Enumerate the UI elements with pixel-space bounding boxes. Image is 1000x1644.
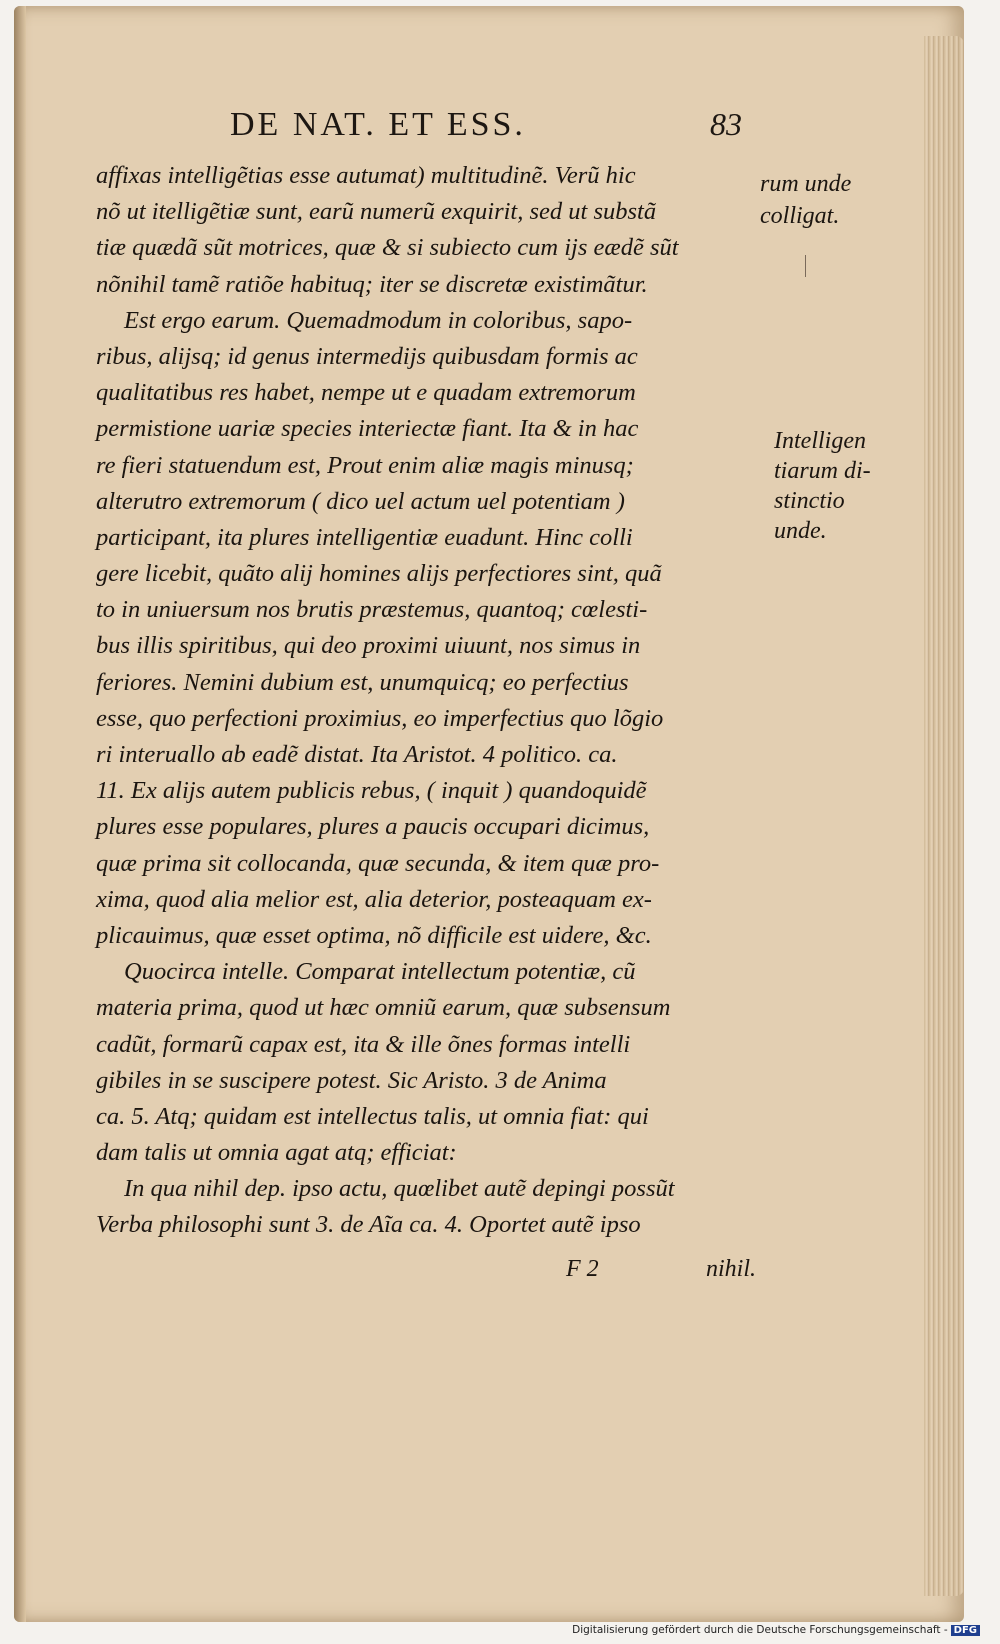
catchword: nihil. <box>706 1256 757 1282</box>
text-line: participant, ita plures intelligentiæ euadunt. Hinc colli <box>96 523 633 551</box>
text-line: to in uniuersum nos brutis præstemus, quantoq; cœlesti- <box>96 596 648 624</box>
text-line: bus illis spiritibus, qui deo proximi uiuunt, nos simus in <box>96 632 641 660</box>
text-line: 11. Ex alijs autem publicis rebus, ( inquit ) quandoquidẽ <box>96 777 647 805</box>
page-header <box>230 106 790 156</box>
page-number: 83 <box>710 106 742 142</box>
text-line: gere licebit, quãto alij homines alijs perfectiores sint, quã <box>96 560 662 588</box>
text-line: Quocirca intelle. Comparat intellectum potentiæ, cũ <box>124 958 636 986</box>
text-line: Verba philosophi sunt 3. de Aĩa ca. 4. Oportet autẽ ipso <box>96 1211 641 1239</box>
text-line: In qua nihil dep. ipso actu, quœlibet autẽ depingi possũt <box>124 1175 675 1203</box>
text-line: plures esse populares, plures a paucis occupari dicimus, <box>96 813 650 841</box>
text-line: ri interuallo ab eadẽ distat. Ita Aristot. 4 politico. ca. <box>96 741 618 768</box>
marginal-note-1 <box>760 168 851 232</box>
text-line: cadũt, formarũ capax est, ita & ille õnes formas intelli <box>96 1030 631 1058</box>
text-line: materia prima, quod ut hæc omniũ earum, quæ subsensum <box>96 994 671 1022</box>
binding-gutter <box>14 6 26 1622</box>
text-line: feriores. Nemini dubium est, unumquicq; eo perfectius <box>96 668 629 696</box>
text-line: Est ergo earum. Quemadmodum in coloribus, sapo- <box>124 306 633 334</box>
marginal-line: colligat. <box>760 203 840 229</box>
text-line: qualitatibus res habet, nempe ut e quadam extremorum <box>96 379 636 407</box>
marginal-line: tiarum di- <box>774 458 871 484</box>
text-line: ca. 5. Atq; quidam est intellectus talis, ut omnia fiat: qui <box>96 1102 649 1130</box>
text-line: gibiles in se suscipere potest. Sic Aristo. 3 de Anima <box>96 1066 607 1094</box>
text-line: tiæ quædã sũt motrices, quæ & si subiecto cum ijs eædẽ sũt <box>96 234 679 262</box>
marginal-line: unde. <box>774 518 827 544</box>
dfg-logo: DFG <box>951 1625 980 1636</box>
text-line: quæ prima sit collocanda, quæ secunda, & item quæ pro- <box>96 849 660 877</box>
running-title: DE NAT. ET ESS. <box>230 106 526 143</box>
signature-mark: F 2 <box>566 1256 599 1282</box>
page-edges <box>924 36 964 1596</box>
text-line: affixas intelligẽtias esse autumat) multitudinẽ. Verũ hic <box>96 162 636 189</box>
text-line: nõ ut itelligẽtiæ sunt, earũ numerũ exquirit, sed ut substã <box>96 198 657 226</box>
credit-text: Digitalisierung gefördert durch die Deutsche Forschungsgemeinschaft - <box>572 1624 948 1636</box>
text-line: plicauimus, quæ esset optima, nõ difficile est uidere, &c. <box>96 921 652 949</box>
digitization-credit <box>560 1624 980 1642</box>
margin-mark <box>805 255 806 277</box>
text-line: re fieri statuendum est, Prout enim aliæ magis minusq; <box>96 451 634 479</box>
text-line: permistione uariæ species interiectæ fiant. Ita & in hac <box>96 415 639 443</box>
marginal-line: Intelligen <box>774 428 866 454</box>
marginal-line: rum unde <box>760 171 852 197</box>
marginal-note-2 <box>774 426 871 546</box>
marginal-line: stinctio <box>774 488 845 514</box>
text-line: alterutro extremorum ( dico uel actum uel potentiam ) <box>96 487 625 515</box>
text-line: xima, quod alia melior est, alia deterior, posteaquam ex- <box>96 885 652 913</box>
text-line: ribus, alijsq; id genus intermedijs quibusdam formis ac <box>96 342 638 370</box>
body-text <box>96 158 782 1244</box>
text-line: esse, quo perfectioni proximius, eo imperfectius quo lõgio <box>96 704 664 732</box>
text-line: dam talis ut omnia agat atq; efficiat: <box>96 1139 457 1167</box>
text-line: nõnihil tamẽ ratiõe habituq; iter se discretæ existimãtur. <box>96 270 648 298</box>
